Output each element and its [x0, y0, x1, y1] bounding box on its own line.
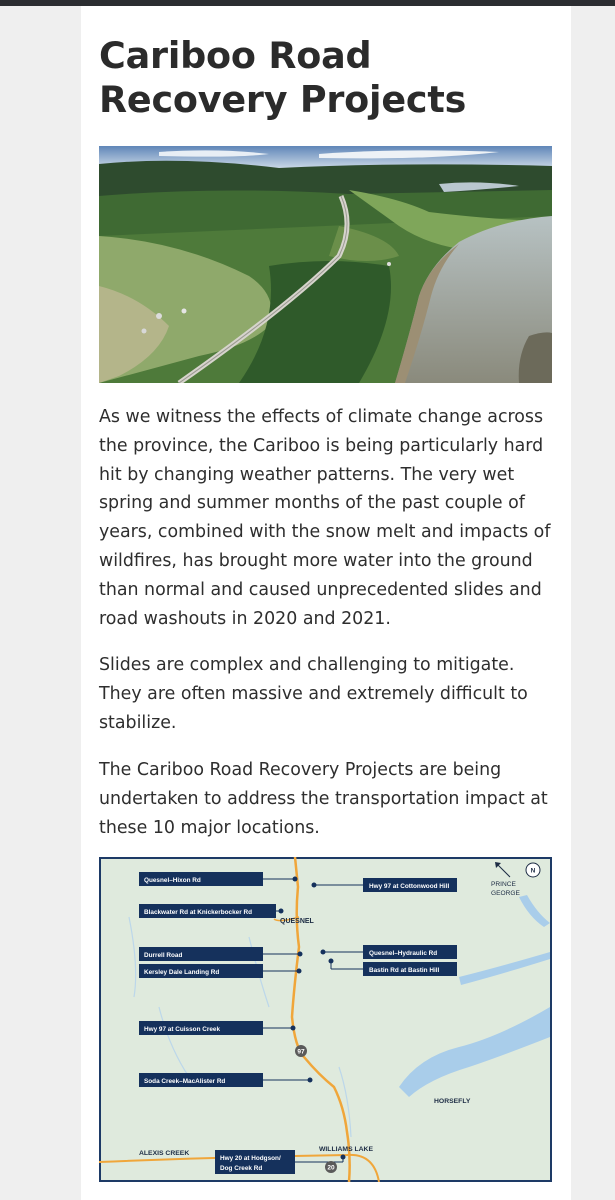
svg-text:Quesnel–Hydraulic Rd: Quesnel–Hydraulic Rd: [369, 950, 438, 957]
svg-text:N: N: [530, 867, 536, 875]
svg-text:Durrell Road: Durrell Road: [144, 952, 183, 959]
place-alexis-creek: ALEXIS CREEK: [139, 1150, 190, 1157]
svg-text:Hwy 97 at Cuisson Creek: Hwy 97 at Cuisson Creek: [144, 1026, 221, 1033]
project-locations-map: [99, 857, 552, 1182]
projects-paragraph: The Cariboo Road Recovery Projects are being undertaken to address the transportation impact at these 10 major locations.: [99, 760, 548, 838]
svg-text:Dog Creek Rd: Dog Creek Rd: [220, 1165, 263, 1172]
north-arrow-icon: [526, 863, 540, 877]
place-prince: PRINCE: [491, 881, 516, 888]
intro-paragraph: As we witness the effects of climate change across the province, the Cariboo is being particularly hard hit by changing weather patterns. The very wet spring and summer months of the past couple of years, combined with the snow melt and impacts of wildfires, has brought more water into the ground than normal and caused unprecedented slides and road washouts in 2020 and 2021.: [99, 407, 551, 629]
svg-text:Hwy 97 at Cottonwood Hill: Hwy 97 at Cottonwood Hill: [369, 883, 450, 890]
highway-20-shield: [325, 1161, 337, 1173]
svg-text:Soda Creek–MacAlister Rd: Soda Creek–MacAlister Rd: [144, 1078, 226, 1085]
svg-text:20: 20: [327, 1164, 335, 1172]
place-quesnel: QUESNEL: [280, 918, 314, 925]
page-title: Cariboo Road Recovery Projects: [99, 34, 467, 121]
slides-paragraph: Slides are complex and challenging to mitigate. They are often massive and extremely difficult to stabilize.: [99, 655, 528, 733]
svg-text:97: 97: [297, 1048, 305, 1056]
map-label-blackwater-rd: [139, 904, 284, 918]
place-horsefly: HORSEFLY: [434, 1098, 471, 1105]
place-williams-lake: WILLIAMS LAKE: [319, 1146, 373, 1153]
svg-text:Bastin Rd at Bastin Hill: Bastin Rd at Bastin Hill: [369, 967, 440, 974]
svg-text:Hwy 20 at Hodgson/: Hwy 20 at Hodgson/: [220, 1155, 281, 1162]
hero-photo: [99, 146, 552, 383]
article-card: [81, 6, 571, 1200]
svg-text:Blackwater Rd at Knickerbocker: Blackwater Rd at Knickerbocker Rd: [144, 909, 252, 916]
highway-97-shield: [295, 1045, 307, 1057]
svg-text:Kersley Dale Landing Rd: Kersley Dale Landing Rd: [144, 969, 220, 976]
place-george: GEORGE: [491, 890, 520, 897]
svg-text:Quesnel–Hixon Rd: Quesnel–Hixon Rd: [144, 877, 201, 884]
